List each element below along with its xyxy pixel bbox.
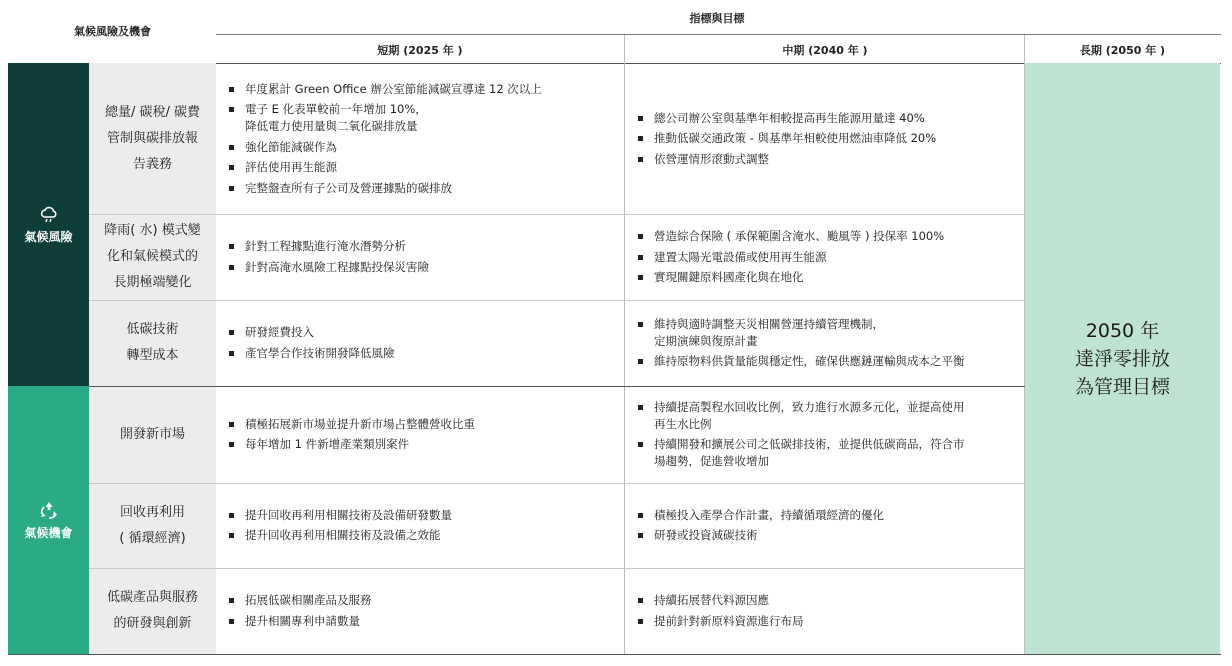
mid-term-cell xyxy=(625,214,1025,300)
recycle-icon xyxy=(38,499,60,521)
list-item: 積極拓展新市場並提升新市場占整體營收比重 xyxy=(228,416,610,433)
list-item: 提前針對新原料資源進行布局 xyxy=(637,613,1011,630)
mid-term-cell xyxy=(625,483,1025,568)
list-item: 建置太陽光電設備或使用再生能源 xyxy=(637,249,1011,266)
list-item: 持續拓展替代料源因應 xyxy=(637,592,1011,609)
list-item: 持續開發和擴展公司之低碳排技術，並提供低碳商品，符合市 場趨勢，促進營收增加 xyxy=(637,436,1011,470)
short-term-cell xyxy=(216,568,624,654)
climate-opportunity-category xyxy=(8,386,89,654)
list-item: 針對高淹水風險工程據點投保災害險 xyxy=(228,259,610,276)
list-item: 產官學合作技術開發降低風險 xyxy=(228,345,610,362)
short-term-header: 短期 (2025 年 ) xyxy=(377,44,463,57)
list-item: 營造綜合保險 ( 承保範圍含淹水、颱風等 ) 投保率 100% xyxy=(637,228,1011,245)
list-item: 依營運情形滾動式調整 xyxy=(637,151,1011,168)
short-term-cell xyxy=(216,386,624,483)
list-item: 提升回收再利用相關技術及設備之效能 xyxy=(228,527,610,544)
list-item: 實現關鍵原料國產化與在地化 xyxy=(637,269,1011,286)
indicators-header: 指標與目標 xyxy=(689,12,745,25)
climate-column-header: 氣候風險及機會 xyxy=(74,25,151,38)
list-item: 維持與適時調整天災相關營運持續管理機制， 定期演練與復原計畫 xyxy=(637,316,1011,350)
short-term-cell xyxy=(216,63,624,214)
topic-cell: 回收再利用 ( 循環經濟) xyxy=(89,483,216,568)
list-item: 積極投入產學合作計畫，持續循環經濟的優化 xyxy=(637,507,1011,524)
topic-cell: 總量/ 碳稅/ 碳費 管制與碳排放報 告義務 xyxy=(89,63,216,214)
list-item: 針對工程據點進行淹水潛勢分析 xyxy=(228,238,610,255)
list-item: 推動低碳交通政策 - 與基準年相較使用燃油車降低 20% xyxy=(637,130,1011,147)
mid-term-cell xyxy=(625,568,1025,654)
short-term-cell xyxy=(216,300,624,386)
climate-risk-label: 氣候風險 xyxy=(24,229,73,244)
climate-risk-category xyxy=(8,63,89,386)
list-item: 每年增加 1 件新增產業類別案件 xyxy=(228,436,610,453)
list-item: 持續提高製程水回收比例，致力進行水源多元化，並提高使用 再生水比例 xyxy=(637,399,1011,433)
list-item: 提升相關專利申請數量 xyxy=(228,613,610,630)
cloud-rain-icon xyxy=(39,205,59,225)
list-item: 強化節能減碳作為 xyxy=(228,139,610,156)
topic-cell: 低碳技術 轉型成本 xyxy=(89,300,216,386)
list-item: 拓展低碳相關產品及服務 xyxy=(228,592,610,609)
short-term-cell xyxy=(216,214,624,300)
long-term-header: 長期 (2050 年 ) xyxy=(1079,44,1166,57)
topic-cell: 降雨( 水) 模式變 化和氣候模式的 長期極端變化 xyxy=(89,214,216,300)
topic-cell: 低碳產品與服務 的研發與創新 xyxy=(89,568,216,654)
list-item: 年度累計 Green Office 辦公室節能減碳宣導達 12 次以上 xyxy=(228,81,610,98)
mid-term-header: 中期 (2040 年 ) xyxy=(782,44,868,57)
mid-term-cell xyxy=(625,386,1025,483)
list-item: 完整盤查所有子公司及營運據點的碳排放 xyxy=(228,180,610,197)
topic-cell: 開發新市場 xyxy=(89,386,216,483)
list-item: 研發或投資減碳技術 xyxy=(637,527,1011,544)
long-term-target: 2050 年 達淨零排放 為管理目標 xyxy=(1025,63,1220,654)
mid-term-cell xyxy=(625,300,1025,386)
list-item: 電子 E 化表單較前一年增加 10%， 降低電力使用量與二氧化碳排放量 xyxy=(228,101,610,135)
list-item: 維持原物料供貨量能與穩定性，確保供應鏈運輸與成本之平衡 xyxy=(637,353,1011,370)
list-item: 評估使用再生能源 xyxy=(228,159,610,176)
mid-term-cell xyxy=(625,63,1025,214)
list-item: 研發經費投入 xyxy=(228,324,610,341)
list-item: 總公司辦公室與基準年相較提高再生能源用量達 40% xyxy=(637,110,1011,127)
list-item: 提升回收再利用相關技術及設備研發數量 xyxy=(228,507,610,524)
climate-opportunity-label: 氣候機會 xyxy=(24,526,73,540)
short-term-cell xyxy=(216,483,624,568)
